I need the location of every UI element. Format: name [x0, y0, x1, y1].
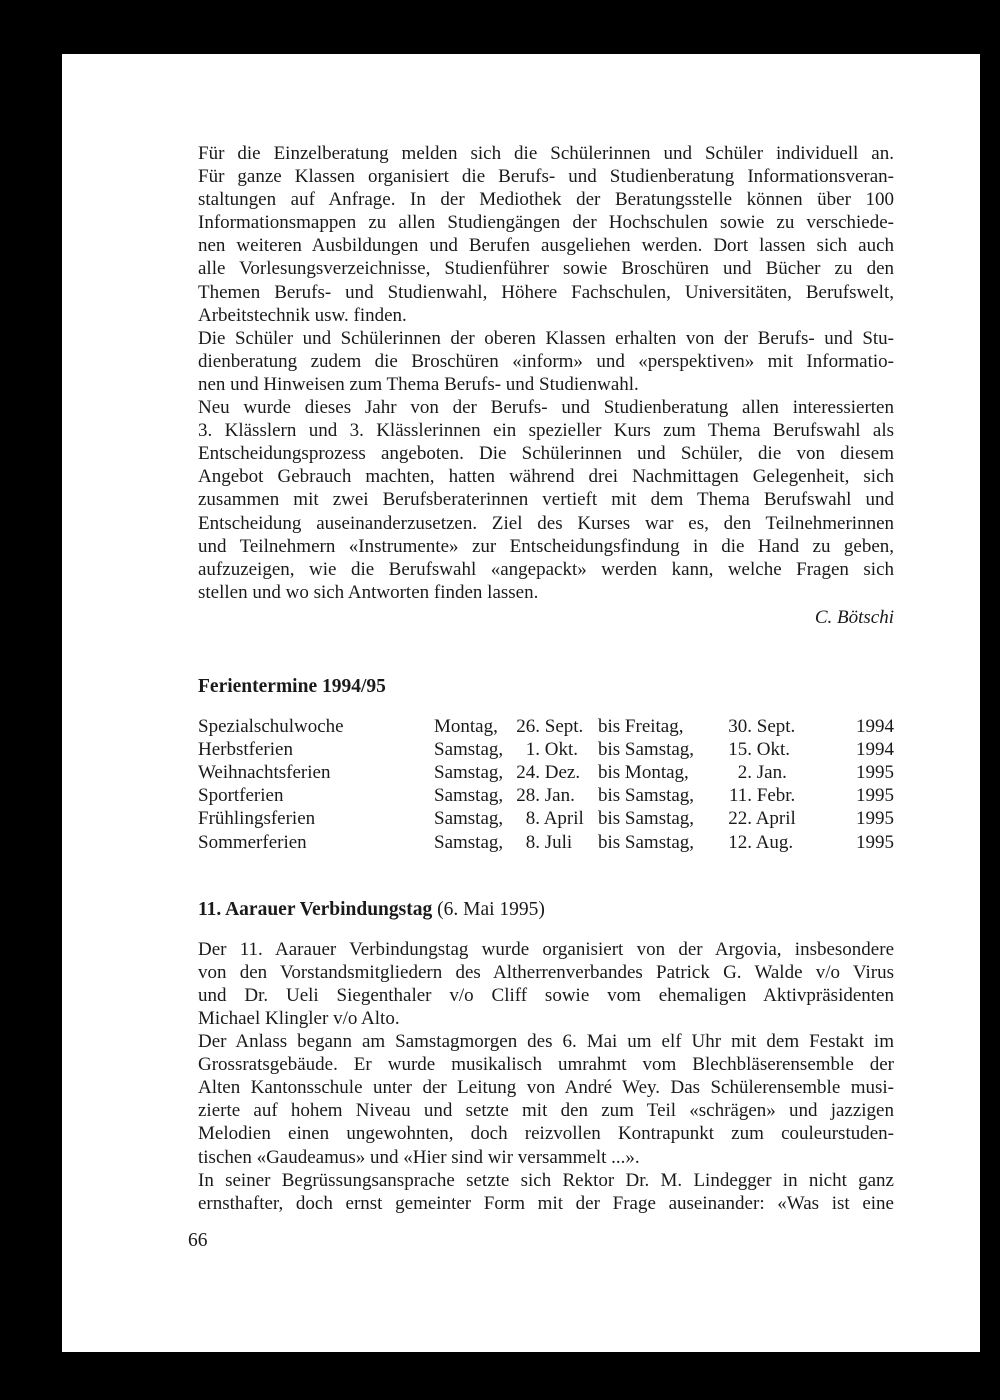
ferien-to-month: Okt.	[756, 739, 790, 761]
ferien-name: Spezialschulwoche	[198, 716, 344, 738]
verbindungstag-date: (6. Mai 1995)	[432, 898, 545, 920]
ferien-heading: Ferientermine 1994/95	[198, 675, 386, 697]
text-line: Für ganze Klassen organisiert die Berufs- und Studienberatung Informationsveran-	[198, 166, 894, 188]
ferien-from-day: Samstag,	[434, 785, 504, 807]
ferien-to-num: 12.	[728, 831, 752, 853]
ferien-to-month: Jan.	[756, 762, 787, 784]
ferien-year: 1995	[856, 762, 894, 784]
ferien-from-date	[512, 831, 598, 854]
ferien-row	[198, 831, 894, 854]
ferien-from-day: Samstag,	[434, 808, 504, 830]
ferien-row	[198, 761, 894, 784]
ferien-year: 1995	[856, 831, 894, 853]
text-line: Der 11. Aarauer Verbindungstag wurde organisiert von der Argovia, insbesondere	[198, 938, 894, 960]
ferien-from-month: Sept.	[544, 716, 584, 738]
text-line: 3. Klässlern und 3. Klässlerinnen ein spezieller Kurs zum Thema Berufswahl als	[198, 420, 894, 442]
text-line: und Teilnehmern «Instrumente» zur Entscheidungsfindung in die Hand zu geben,	[198, 535, 894, 557]
text-line: In seiner Begrüssungsansprache setzte sich Rektor Dr. M. Lindegger in nicht ganz	[198, 1169, 894, 1191]
text-line: nen und Hinweisen zum Thema Berufs- und Studienwahl.	[198, 373, 639, 395]
text-line: tischen «Gaudeamus» und «Hier sind wir versammelt ...».	[198, 1146, 640, 1168]
text-line: aufzuzeigen, wie die Berufswahl «angepackt» werden kann, welche Fragen sich	[198, 558, 894, 580]
text-line: Alten Kantonsschule unter der Leitung von André Wey. Das Schülerensemble musi-	[198, 1077, 894, 1099]
ferien-to-date	[724, 715, 836, 738]
ferien-from-num: 24.	[516, 762, 540, 784]
ferien-from-day: Samstag,	[434, 762, 504, 784]
text-line: Themen Berufs- und Studienwahl, Höhere Fachschulen, Universitäten, Berufswelt,	[198, 281, 894, 303]
ferien-row	[198, 738, 894, 761]
ferien-from-num: 8.	[525, 831, 540, 853]
text-line: Angebot Gebrauch machten, hatten während drei Nachmittagen Gelegenheit, sich	[198, 466, 894, 488]
text-line: dienberatung zudem die Broschüren «inform» und «perspektiven» mit Informatio-	[198, 350, 894, 372]
ferien-row	[198, 715, 894, 738]
text-line: alle Vorlesungsverzeichnisse, Studienführer sowie Broschüren und Bücher zu den	[198, 258, 894, 280]
text-line: staltungen auf Anfrage. In der Mediothek der Beratungsstelle können über 100	[198, 189, 894, 211]
ferien-to-month: Sept.	[756, 716, 796, 738]
ferien-from-num: 26.	[516, 716, 540, 738]
ferien-from-month: Jan.	[544, 785, 575, 807]
ferien-from-month: Okt.	[544, 739, 578, 761]
ferien-from-month: Juli	[544, 831, 573, 853]
ferien-to-date	[724, 761, 836, 784]
text-line: zusammen mit zwei Berufsberaterinnen vertieft mit dem Thema Berufswahl und	[198, 489, 894, 511]
ferien-year: 1995	[856, 808, 894, 830]
ferien-year: 1994	[856, 739, 894, 761]
ferien-to-num: 30.	[728, 716, 752, 738]
verbindungstag-title: 11. Aarauer Verbindungstag	[198, 898, 433, 920]
ferien-to-month: Febr.	[756, 785, 796, 807]
ferien-to-month: Aug.	[755, 831, 794, 853]
ferien-from-num: 1.	[525, 739, 540, 761]
ferien-from-day: Montag,	[434, 716, 498, 738]
ferien-from-num: 8.	[525, 808, 540, 830]
ferien-to-date	[724, 807, 836, 830]
ferien-to-date	[724, 784, 836, 807]
ferien-name: Sportferien	[198, 785, 284, 807]
ferien-to-day: bis Samstag,	[598, 739, 695, 761]
text-line: Die Schüler und Schülerinnen der oberen Klassen erhalten von der Berufs- und Stu-	[198, 327, 894, 349]
text-line: Arbeitstechnik usw. finden.	[198, 304, 407, 326]
ferien-from-date	[512, 761, 598, 784]
text-line: Entscheidungsprozess angeboten. Die Schülerinnen und Schüler, die von diesem	[198, 443, 894, 465]
page-number: 66	[188, 1230, 208, 1251]
ferien-to-num: 22.	[728, 808, 752, 830]
ferien-name: Herbstferien	[198, 739, 293, 761]
ferien-to-num: 2.	[737, 762, 752, 784]
text-line: von den Vorstandsmitgliedern des Altherrenverbandes Patrick G. Walde v/o Virus	[198, 961, 894, 983]
text-line: und Dr. Ueli Siegenthaler v/o Cliff sowie vom ehemaligen Aktivpräsidenten	[198, 984, 894, 1006]
text-line: nen weiteren Ausbildungen und Berufen ausgeliehen werden. Dort lassen sich auch	[198, 235, 894, 257]
ferien-name: Weihnachtsferien	[198, 762, 331, 784]
ferien-from-num: 28.	[516, 785, 540, 807]
text-line: Michael Klingler v/o Alto.	[198, 1008, 400, 1029]
text-line: Neu wurde dieses Jahr von der Berufs- und Studienberatung allen interessierten	[198, 397, 894, 419]
ferien-to-month: April	[755, 808, 796, 830]
ferien-row	[198, 807, 894, 830]
verbindungstag-heading	[198, 898, 894, 921]
text-line: Informationsmappen zu allen Studiengängen der Hochschulen sowie zu verschiede-	[198, 212, 894, 234]
ferien-year: 1995	[856, 785, 894, 807]
text-line: Entscheidung auseinanderzusetzen. Ziel des Kurses war es, den Teilnehmerinnen	[198, 512, 894, 534]
ferien-to-day: bis Samstag,	[598, 785, 695, 807]
ferien-from-date	[512, 784, 598, 807]
ferien-from-day: Samstag,	[434, 739, 504, 761]
ferien-to-num: 11.	[728, 785, 752, 807]
verbindungstag-section	[198, 938, 894, 1215]
document-page	[62, 54, 980, 1352]
text-line: ernsthafter, doch ernst gemeinter Form mit der Frage auseinander: «Was ist eine	[198, 1192, 894, 1214]
ferien-from-month: Dez.	[544, 762, 581, 784]
beratung-section	[198, 142, 894, 629]
ferien-to-day: bis Samstag,	[598, 831, 695, 853]
ferien-from-date	[512, 807, 598, 830]
ferien-name: Frühlingsferien	[198, 808, 316, 830]
ferien-year: 1994	[856, 716, 894, 738]
page-content	[198, 142, 894, 1215]
ferien-from-month: April	[543, 808, 584, 830]
ferien-from-date	[512, 715, 598, 738]
ferien-to-date	[724, 738, 836, 761]
ferien-from-date	[512, 738, 598, 761]
text-line: zierte auf hohem Niveau und setzte mit den zum Teil «schrägen» und jazzigen	[198, 1100, 894, 1122]
ferien-table	[198, 715, 894, 854]
ferien-to-day: bis Samstag,	[598, 808, 695, 830]
ferien-name: Sommerferien	[198, 831, 307, 853]
ferien-from-day: Samstag,	[434, 831, 504, 853]
text-line: Grossratsgebäude. Er wurde musikalisch umrahmt vom Blechbläserensemble der	[198, 1054, 894, 1076]
ferien-to-day: bis Freitag,	[598, 716, 684, 738]
author-signature: C. Bötschi	[814, 606, 894, 628]
ferien-to-day: bis Montag,	[598, 762, 689, 784]
text-line: Melodien einen ungewohnten, doch reizvollen Kontrapunkt zum couleurstuden-	[198, 1123, 894, 1145]
ferien-row	[198, 784, 894, 807]
text-line: Der Anlass begann am Samstagmorgen des 6. Mai um elf Uhr mit dem Festakt im	[198, 1031, 894, 1053]
ferien-to-num: 15.	[728, 739, 752, 761]
text-line: Für die Einzelberatung melden sich die Schülerinnen und Schüler individuell an.	[198, 143, 894, 164]
text-line: stellen und wo sich Antworten finden lassen.	[198, 581, 539, 603]
ferien-to-date	[724, 831, 836, 854]
